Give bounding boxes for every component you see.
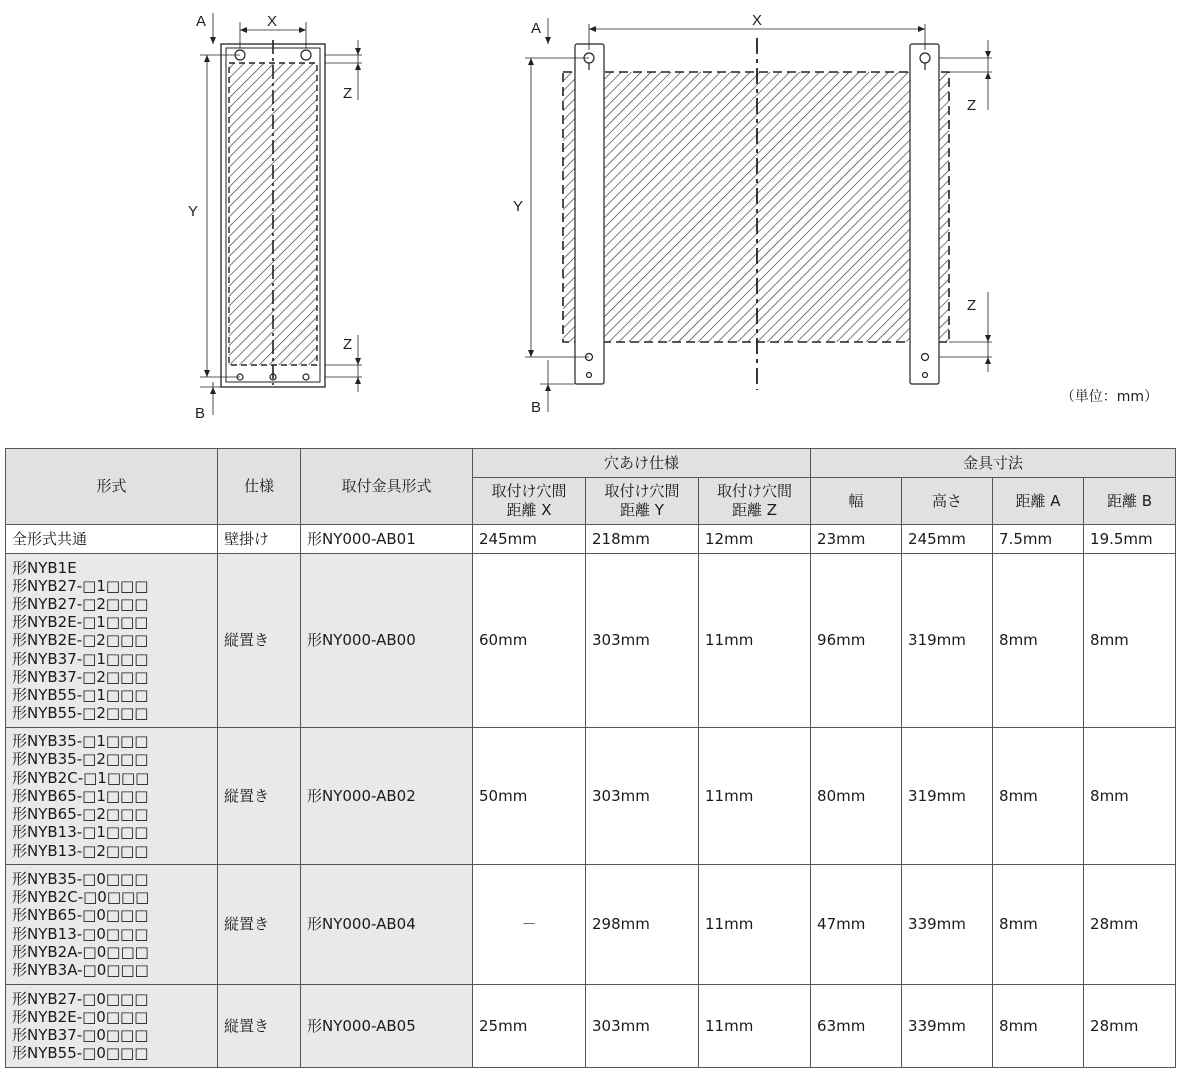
model-name: 形NYB2E-□2□□□ <box>12 631 149 650</box>
model-name: 形NYB2E-□1□□□ <box>12 613 149 632</box>
model-name: 形NYB27-□0□□□ <box>12 989 149 1008</box>
model-name: 形NYB65-□1□□□ <box>12 786 149 805</box>
header-hole-y: 取付け穴間 距離 Y <box>586 478 699 525</box>
model-name: 形NYB55-□2□□□ <box>12 704 149 723</box>
cell-hole-x: 50mm <box>473 728 586 865</box>
model-name: 形NYB2E-□0□□□ <box>12 1007 149 1026</box>
model-name: 形NYB13-□1□□□ <box>12 823 149 842</box>
model-name: 形NYB35-□1□□□ <box>12 732 149 751</box>
left-label-a: A <box>196 13 207 30</box>
table-row <box>6 985 1176 1068</box>
model-name: 形NYB2C-□1□□□ <box>12 768 150 787</box>
cell-spec: 縦置き <box>218 554 301 728</box>
cell-width: 80mm <box>811 728 902 865</box>
mounting-dimension-drawings <box>0 0 1180 440</box>
cell-width: 96mm <box>811 554 902 728</box>
cell-hole-x: － <box>473 865 586 985</box>
cell-spec: 壁掛け <box>218 525 301 554</box>
vertical-mount-drawing <box>188 13 362 422</box>
left-label-x: X <box>267 13 278 30</box>
header-height: 高さ <box>902 478 993 525</box>
wall-mount-hatched-area <box>563 72 949 342</box>
table-body <box>6 525 1176 1068</box>
cell-dist-a: 8mm <box>993 554 1084 728</box>
model-name: 形NYB65-□0□□□ <box>12 906 149 925</box>
model-name: 全形式共通 <box>12 529 88 548</box>
left-label-y: Y <box>188 203 199 220</box>
cell-dist-b: 28mm <box>1084 985 1176 1068</box>
model-name: 形NYB37-□2□□□ <box>12 667 149 686</box>
cell-dist-b: 19.5mm <box>1084 525 1176 554</box>
cell-model <box>6 865 218 985</box>
cell-dist-a: 8mm <box>993 985 1084 1068</box>
cell-bracket-model: 形NY000-AB04 <box>301 865 473 985</box>
model-name: 形NYB2A-□0□□□ <box>12 942 149 961</box>
model-name: 形NYB13-□0□□□ <box>12 924 149 943</box>
right-label-a: A <box>531 20 542 37</box>
header-dist-a: 距離 A <box>993 478 1084 525</box>
cell-spec: 縦置き <box>218 865 301 985</box>
cell-hole-x: 245mm <box>473 525 586 554</box>
cell-hole-z: 11mm <box>699 985 811 1068</box>
bracket-spec-table <box>5 448 1176 1068</box>
model-name: 形NYB35-□0□□□ <box>12 869 149 888</box>
right-bracket-plate <box>910 44 939 384</box>
cell-bracket-model: 形NY000-AB02 <box>301 728 473 865</box>
cell-hole-y: 303mm <box>586 985 699 1068</box>
header-hole-x: 取付け穴間 距離 X <box>473 478 586 525</box>
model-name: 形NYB55-□1□□□ <box>12 686 149 704</box>
cell-model <box>6 525 218 554</box>
cell-hole-y: 303mm <box>586 554 699 728</box>
cell-hole-y: 218mm <box>586 525 699 554</box>
cell-spec: 縦置き <box>218 985 301 1068</box>
header-spec: 仕様 <box>218 449 301 525</box>
cell-height: 339mm <box>902 985 993 1068</box>
cell-hole-y: 303mm <box>586 728 699 865</box>
model-name: 形NYB37-□0□□□ <box>12 1026 149 1044</box>
table-row <box>6 728 1176 865</box>
right-label-y: Y <box>513 198 524 215</box>
wall-mount-drawing <box>513 12 992 416</box>
cell-dist-a: 7.5mm <box>993 525 1084 554</box>
cell-hole-x: 60mm <box>473 554 586 728</box>
model-name: 形NYB35-□2□□□ <box>12 750 149 769</box>
model-name: 形NYB65-□2□□□ <box>12 805 149 824</box>
cell-height: 319mm <box>902 728 993 865</box>
cell-hole-z: 11mm <box>699 728 811 865</box>
cell-width: 63mm <box>811 985 902 1068</box>
header-model: 形式 <box>6 449 218 525</box>
table-row <box>6 525 1176 554</box>
header-width: 幅 <box>811 478 902 525</box>
cell-width: 23mm <box>811 525 902 554</box>
model-name: 形NYB55-□0□□□ <box>12 1044 149 1063</box>
header-bracket-group: 金具寸法 <box>811 449 1176 478</box>
model-name: 形NYB13-□2□□□ <box>12 841 149 860</box>
cell-hole-z: 11mm <box>699 554 811 728</box>
right-label-z-top: Z <box>967 97 977 114</box>
cell-spec: 縦置き <box>218 728 301 865</box>
header-hole-z: 取付け穴間 距離 Z <box>699 478 811 525</box>
table-row <box>6 865 1176 985</box>
cell-hole-z: 11mm <box>699 865 811 985</box>
model-name: 形NYB37-□1□□□ <box>12 649 149 668</box>
model-name: 形NYB27-□2□□□ <box>12 594 149 613</box>
cell-bracket-model: 形NY000-AB05 <box>301 985 473 1068</box>
unit-note: （単位：mm） <box>1060 389 1158 405</box>
cell-bracket-model: 形NY000-AB00 <box>301 554 473 728</box>
cell-model <box>6 728 218 865</box>
left-label-z-bottom: Z <box>343 336 353 353</box>
model-name: 形NYB27-□1□□□ <box>12 576 149 595</box>
cell-height: 339mm <box>902 865 993 985</box>
right-label-b: B <box>531 399 542 416</box>
header-hole-group: 穴あけ仕様 <box>473 449 811 478</box>
left-label-z-top: Z <box>343 85 353 102</box>
cell-hole-x: 25mm <box>473 985 586 1068</box>
cell-width: 47mm <box>811 865 902 985</box>
cell-dist-b: 8mm <box>1084 728 1176 865</box>
model-name: 形NYB1E <box>12 558 77 577</box>
header-dist-b: 距離 B <box>1084 478 1176 525</box>
cell-height: 319mm <box>902 554 993 728</box>
left-bracket-plate <box>575 44 604 384</box>
right-label-z-bottom: Z <box>967 297 977 314</box>
header-bracket-model: 取付金具形式 <box>301 449 473 525</box>
table-header-row <box>6 449 1176 478</box>
cell-height: 245mm <box>902 525 993 554</box>
cell-hole-z: 12mm <box>699 525 811 554</box>
model-name: 形NYB2C-□0□□□ <box>12 888 150 907</box>
cell-hole-y: 298mm <box>586 865 699 985</box>
cell-dist-b: 8mm <box>1084 554 1176 728</box>
cell-dist-b: 28mm <box>1084 865 1176 985</box>
model-name: 形NYB3A-□0□□□ <box>12 960 149 979</box>
cell-model <box>6 985 218 1068</box>
cell-bracket-model: 形NY000-AB01 <box>301 525 473 554</box>
cell-dist-a: 8mm <box>993 865 1084 985</box>
right-label-x: X <box>752 12 763 29</box>
left-label-b: B <box>195 405 206 422</box>
cell-model <box>6 554 218 728</box>
cell-dist-a: 8mm <box>993 728 1084 865</box>
table-row <box>6 554 1176 728</box>
